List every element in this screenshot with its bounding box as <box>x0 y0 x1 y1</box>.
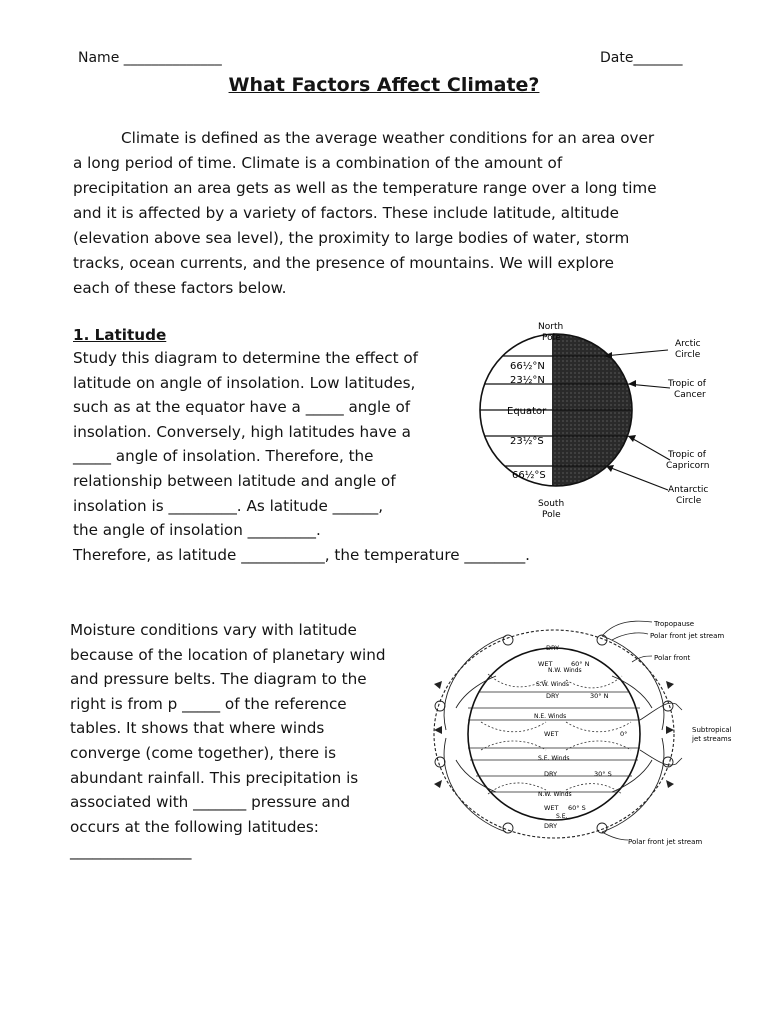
name-field-label: Name ______________ <box>78 50 222 66</box>
belt-label-wet: WET <box>544 804 559 812</box>
polar-front-jet-stream-label: Polar front jet stream <box>650 632 725 640</box>
wind-belt-line: converge (come together), there is <box>70 743 337 762</box>
belt-label-wet: WET <box>538 660 553 668</box>
latitude-line: insolation is _________. As latitude ______, <box>73 496 384 515</box>
intro-line: a long period of time. Climate is a combination of the amount of <box>73 154 563 172</box>
wind-label-ne: N.E. Winds <box>534 713 567 720</box>
belt-label-dry: DRY <box>546 692 560 700</box>
wind-belt-line: occurs at the following latitudes: <box>70 817 319 836</box>
wind-belt-text <box>70 618 420 864</box>
date-field-label: Date_______ <box>600 50 683 66</box>
intro-line: (elevation above sea level), the proximity to large bodies of water, storm <box>73 229 630 247</box>
tropic-cancer-label: Cancer <box>674 390 706 400</box>
wind-belt-line: abundant rainfall. This precipitation is <box>70 768 359 787</box>
latitude-line: such as at the equator have a _____ angle of <box>73 398 411 417</box>
south-pole-label: Pole <box>542 510 561 520</box>
intro-line: each of these factors below. <box>73 279 287 297</box>
belt-label-dry: DRY <box>544 822 558 830</box>
latitude-line: Therefore, as latitude ___________, the temperature ________. <box>73 545 530 564</box>
lat-label-66n: 66½°N <box>510 361 545 372</box>
tropic-cancer-label: Tropic of <box>668 379 706 389</box>
planetary-wind-diagram <box>426 610 746 850</box>
lat-label-equator: Equator <box>507 406 547 417</box>
wind-belt-line: associated with _______ pressure and <box>70 793 351 812</box>
belt-label-wet: WET <box>544 730 559 738</box>
page-title: What Factors Affect Climate? <box>228 74 540 96</box>
lat-label-23s: 23½°S <box>510 436 544 447</box>
intro-line: tracks, ocean currents, and the presence of mountains. We will explore <box>73 254 614 272</box>
belt-latitude-60s: 60° S <box>568 804 586 812</box>
belt-label-dry: DRY <box>544 770 558 778</box>
latitude-line: latitude on angle of insolation. Low latitudes, <box>73 373 416 392</box>
lat-label-23n: 23½°N <box>510 375 545 386</box>
belt-label-dry: DRY <box>546 644 560 652</box>
belt-latitude-30n: 30° N <box>590 692 609 700</box>
intro-line: Climate is defined as the average weather conditions for an area over <box>121 129 655 147</box>
latitude-line: Study this diagram to determine the effect of <box>73 349 419 367</box>
intro-paragraph <box>73 126 701 301</box>
belt-latitude-60n: 60° N <box>571 660 590 668</box>
tropic-capricorn-label: Capricorn <box>666 461 710 471</box>
wind-label-nw: N.W. Winds <box>548 667 582 674</box>
polar-front-label: Polar front <box>654 654 691 662</box>
arctic-circle-label: Circle <box>675 350 701 360</box>
lat-label-66s: 66½°S <box>512 470 546 481</box>
wind-belt-line: and pressure belts. The diagram to the <box>70 670 367 689</box>
wind-belt-line: because of the location of planetary wind <box>70 645 386 664</box>
antarctic-circle-label: Antarctic <box>668 485 709 495</box>
wind-belt-line: Moisture conditions vary with latitude <box>70 621 357 639</box>
belt-latitude-30s: 30° S <box>594 770 612 778</box>
answer-blank: ________________ <box>70 842 192 861</box>
latitude-line: _____ angle of insolation. Therefore, the <box>73 447 374 466</box>
latitude-line: insolation. Conversely, high latitudes have a <box>73 422 411 441</box>
south-pole-label: South <box>538 499 565 509</box>
wind-belt-line: right is from p _____ of the reference <box>70 694 347 713</box>
polar-front-jet-stream-label-bottom: Polar front jet stream <box>628 838 703 846</box>
north-pole-label: Pole <box>542 333 561 343</box>
north-pole-label: North <box>538 322 564 332</box>
belt-latitude-equator: 0° <box>620 730 628 738</box>
section-heading-latitude: 1. Latitude <box>73 326 167 344</box>
wind-label-nw-south: N.W. Winds <box>538 791 572 798</box>
wind-belt-line: tables. It shows that where winds <box>70 719 325 738</box>
tropopause-label: Tropopause <box>654 620 695 628</box>
latitude-line: the angle of insolation _________. <box>73 521 321 540</box>
arctic-circle-label: Arctic <box>675 339 701 349</box>
latitude-globe-diagram <box>470 316 740 526</box>
antarctic-circle-label: Circle <box>676 496 702 506</box>
subtropical-jet-label: Subtropical <box>692 726 732 734</box>
latitude-line: relationship between latitude and angle of <box>73 471 396 490</box>
tropic-capricorn-label: Tropic of <box>668 450 706 460</box>
wind-label-se-south: S.E. <box>556 813 568 820</box>
wind-label-se: S.E. Winds <box>538 755 570 762</box>
subtropical-jet-label: jet streams <box>692 735 732 743</box>
intro-line: precipitation an area gets as well as the temperature range over a long time <box>73 179 657 197</box>
wind-label-sw: S.W. Winds <box>536 681 569 688</box>
intro-line: and it is affected by a variety of factors. These include latitude, altitude <box>73 204 619 222</box>
